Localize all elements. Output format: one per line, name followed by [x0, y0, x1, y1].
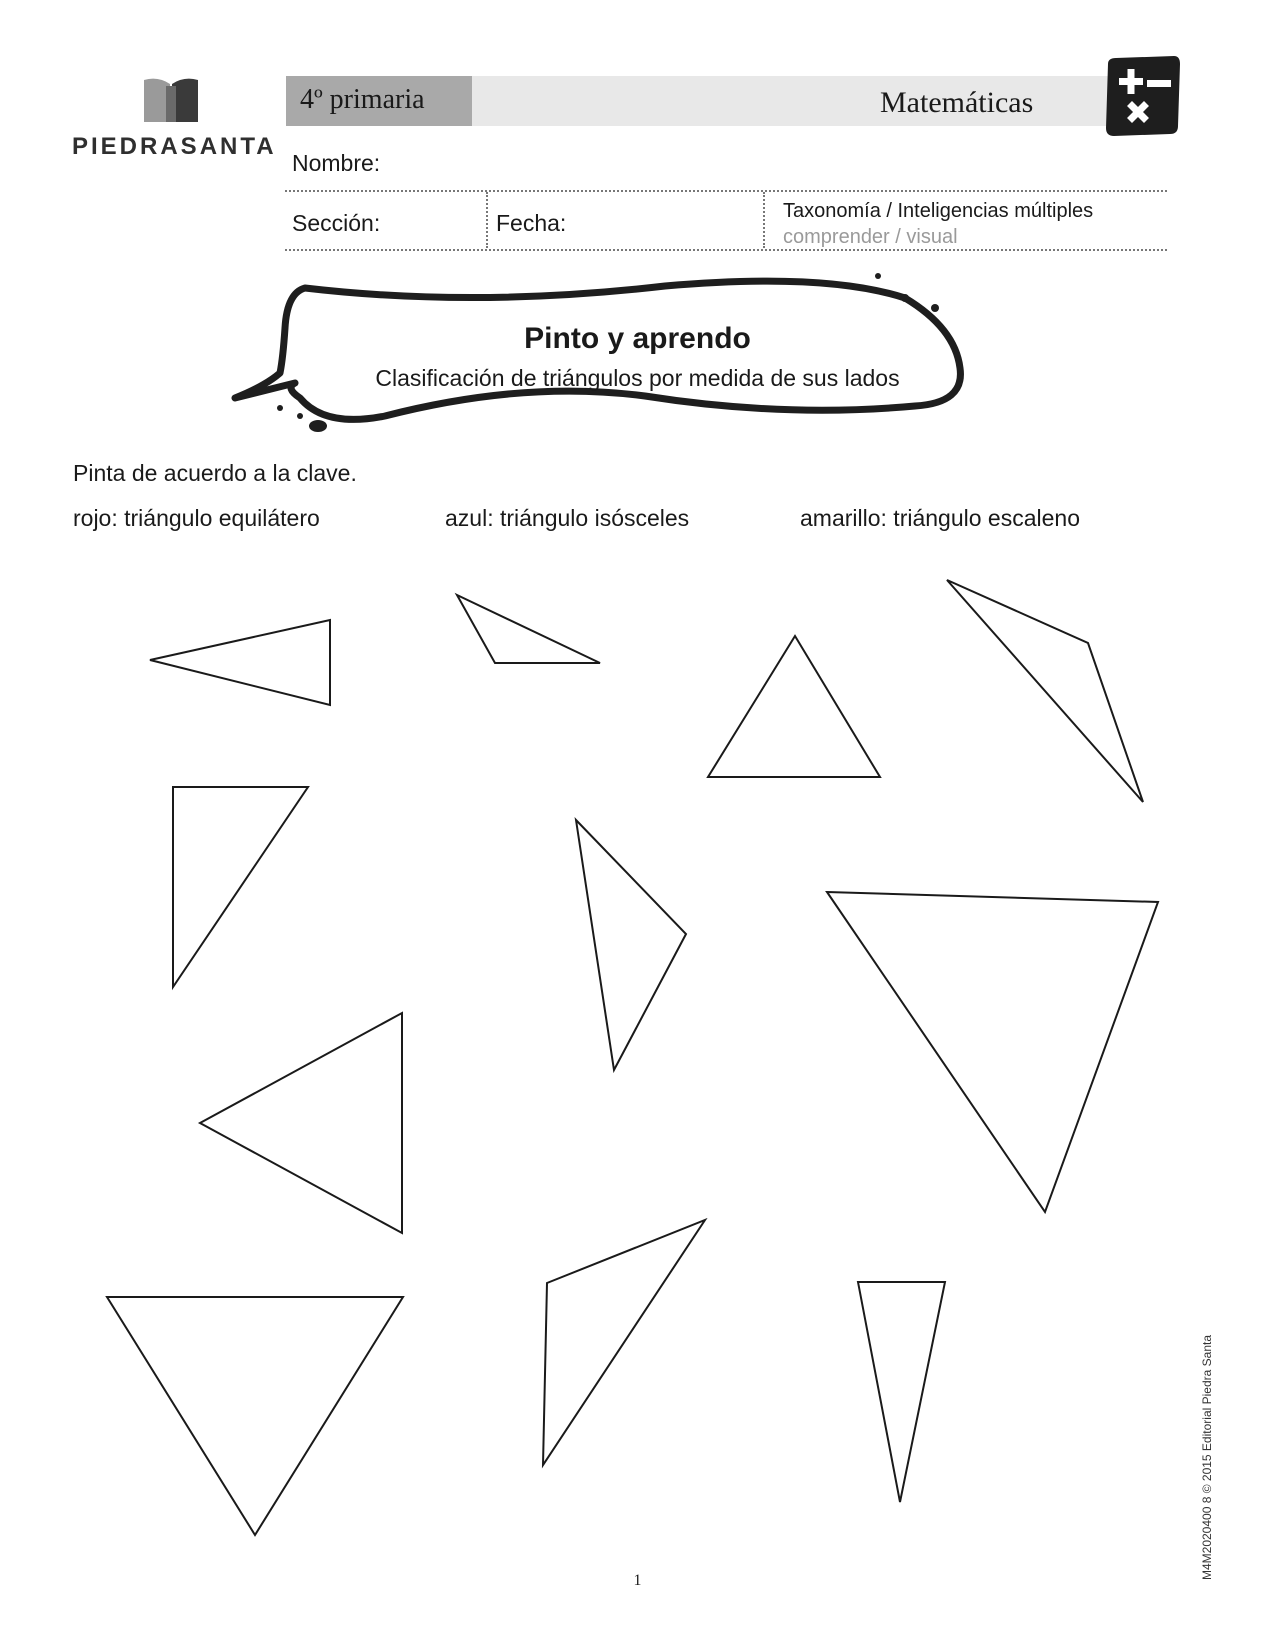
triangle — [708, 636, 880, 777]
grade-label: 4º primaria — [300, 84, 425, 115]
name-field-label: Nombre: — [292, 150, 381, 176]
banner-subtitle: Clasificación de triángulos por medida de sus lados — [375, 365, 900, 391]
triangle — [543, 1220, 705, 1465]
date-field-label: Fecha: — [496, 210, 567, 236]
key-equilateral: rojo: triángulo equilátero — [73, 505, 320, 531]
publisher-logo-text: PIEDRASANTA — [72, 133, 277, 160]
banner-title: Pinto y aprendo — [524, 322, 751, 355]
subject-label: Matemáticas — [880, 86, 1034, 119]
page-number: 1 — [633, 1572, 642, 1589]
instruction-text: Pinta de acuerdo a la clave. — [73, 460, 357, 486]
triangle — [173, 787, 308, 987]
triangle — [107, 1297, 403, 1535]
key-scalene: amarillo: triángulo escaleno — [800, 505, 1080, 531]
triangle — [576, 820, 686, 1070]
section-field-label: Sección: — [292, 210, 381, 236]
copyright-code: M4M2020400 8 © 2015 Editorial Piedra Santa — [1200, 1335, 1214, 1580]
triangle — [150, 620, 330, 705]
triangle — [200, 1013, 402, 1233]
triangle — [827, 892, 1158, 1212]
triangle — [947, 580, 1143, 802]
key-isosceles: azul: triángulo isósceles — [445, 505, 690, 531]
triangle — [858, 1282, 945, 1502]
taxonomy-value: comprender / visual — [783, 226, 958, 248]
triangle — [457, 595, 600, 663]
taxonomy-label: Taxonomía / Inteligencias múltiples — [783, 200, 1094, 222]
